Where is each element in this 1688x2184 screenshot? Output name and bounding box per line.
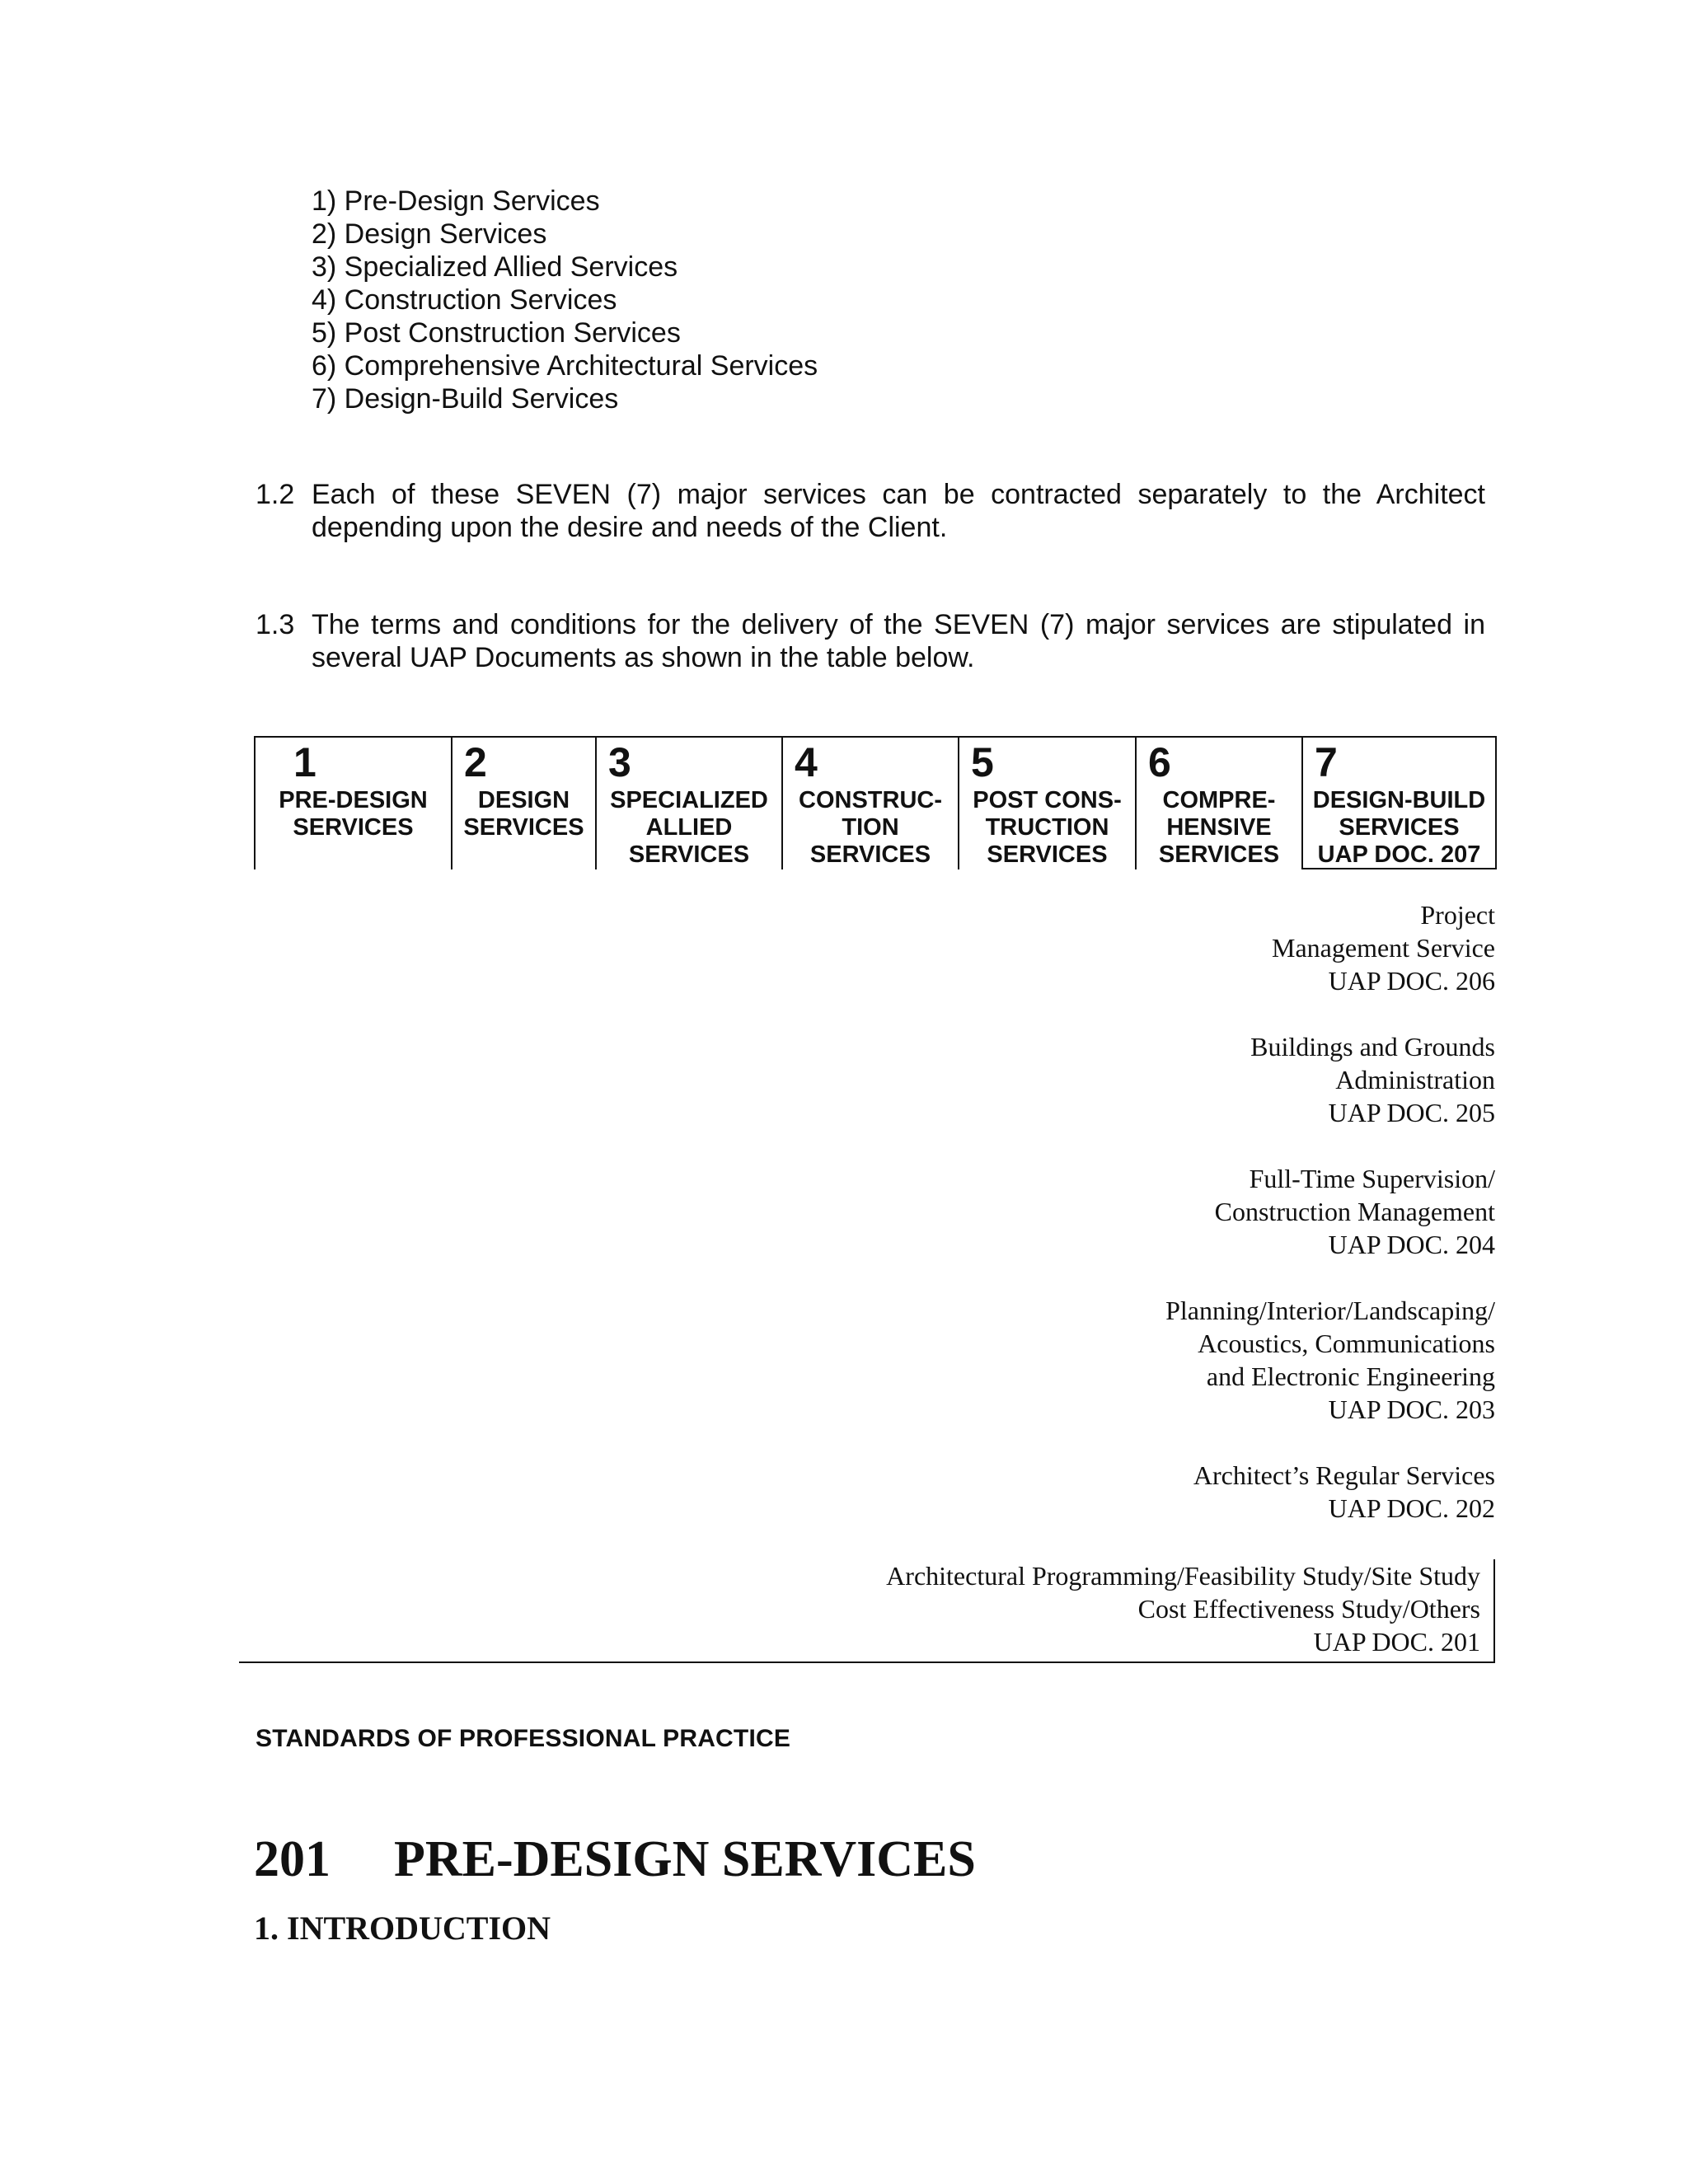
table-column-post-construction	[958, 738, 1135, 869]
table-column-specialized-allied	[595, 738, 781, 869]
doc-note-line: Construction Management	[1214, 1197, 1495, 1226]
doc-note-204	[742, 1162, 1495, 1261]
doc-note-206	[742, 898, 1495, 997]
doc-note-line: Architect’s Regular Services	[1193, 1460, 1495, 1490]
page-title	[254, 1830, 976, 1889]
bracket-horizontal-rule	[239, 1661, 1495, 1663]
column-number: 1	[293, 739, 316, 785]
doc-note-202	[742, 1459, 1495, 1525]
heading-title: PRE-DESIGN SERVICES	[394, 1831, 976, 1887]
table-column-pre-design	[254, 738, 451, 869]
heading-number: 201	[254, 1831, 331, 1887]
column-number: 2	[464, 739, 487, 785]
doc-note-line: Full-Time Supervision/	[1249, 1164, 1495, 1193]
doc-note-line: Cost Effectiveness Study/Others	[1137, 1594, 1480, 1624]
paragraph-text: Each of these SEVEN (7) major services can be contracted separately to the Architect depending upon the desire and needs of the Client.	[312, 479, 1485, 543]
doc-note-line: UAP DOC. 201	[1313, 1627, 1480, 1657]
paragraph-number: 1.2	[256, 479, 295, 510]
column-label: CONSTRUC- TION SERVICES	[799, 787, 942, 868]
list-item: 5) Post Construction Services	[312, 317, 681, 349]
column-label: DESIGN-BUILD SERVICES UAP DOC. 207	[1312, 787, 1486, 868]
list-item: 6) Comprehensive Architectural Services	[312, 350, 818, 382]
table-column-comprehensive	[1135, 738, 1301, 869]
list-item: 1) Pre-Design Services	[312, 185, 600, 217]
doc-note-line: Project	[1420, 900, 1495, 930]
bracket-vertical-rule	[1493, 1559, 1495, 1663]
doc-note-line: UAP DOC. 206	[1328, 966, 1495, 996]
doc-note-line: UAP DOC. 202	[1328, 1493, 1495, 1523]
column-number: 5	[971, 739, 994, 785]
section-label: STANDARDS OF PROFESSIONAL PRACTICE	[256, 1725, 791, 1752]
doc-note-line: UAP DOC. 205	[1328, 1098, 1495, 1127]
doc-note-line: Administration	[1335, 1065, 1495, 1094]
doc-note-line: Buildings and Grounds	[1250, 1032, 1495, 1062]
column-label: DESIGN SERVICES	[463, 787, 584, 841]
doc-note-201	[753, 1559, 1495, 1658]
table-column-design-build	[1301, 738, 1497, 869]
subheading: 1. INTRODUCTION	[254, 1910, 551, 1947]
paragraph-text: The terms and conditions for the delivery of the SEVEN (7) major services are stipulated in several UAP Documents as shown in the table below.	[312, 609, 1485, 673]
doc-note-line: Management Service	[1272, 933, 1495, 963]
list-item: 3) Specialized Allied Services	[312, 251, 678, 283]
column-label: POST CONS- TRUCTION SERVICES	[973, 787, 1122, 868]
doc-note-line: Acoustics, Communications	[1198, 1329, 1495, 1358]
uap-document-notes	[742, 898, 1495, 1657]
paragraph-1-2	[256, 478, 1485, 544]
doc-note-203	[742, 1294, 1495, 1426]
paragraph-1-3	[256, 608, 1485, 674]
column-label: SPECIALIZED ALLIED SERVICES	[610, 787, 768, 868]
services-list	[312, 185, 818, 415]
doc-note-line: Planning/Interior/Landscaping/	[1165, 1296, 1495, 1325]
doc-note-line: UAP DOC. 204	[1328, 1230, 1495, 1259]
doc-note-line: and Electronic Engineering	[1206, 1361, 1495, 1391]
doc-note-line: Architectural Programming/Feasibility Study/Site Study	[886, 1561, 1480, 1591]
doc-note-line: UAP DOC. 203	[1328, 1394, 1495, 1424]
column-number: 7	[1315, 739, 1338, 785]
list-item: 4) Construction Services	[312, 284, 617, 316]
column-label: COMPRE- HENSIVE SERVICES	[1158, 787, 1280, 868]
column-number: 3	[608, 739, 631, 785]
column-number: 4	[795, 739, 818, 785]
table-column-design	[451, 738, 595, 869]
column-number: 6	[1148, 739, 1171, 785]
table-column-construction	[781, 738, 958, 869]
list-item: 7) Design-Build Services	[312, 383, 619, 415]
column-label: PRE-DESIGN SERVICES	[279, 787, 428, 841]
doc-note-205	[742, 1030, 1495, 1129]
list-item: 2) Design Services	[312, 218, 547, 250]
paragraph-number: 1.3	[256, 609, 295, 640]
services-table	[254, 736, 1497, 869]
